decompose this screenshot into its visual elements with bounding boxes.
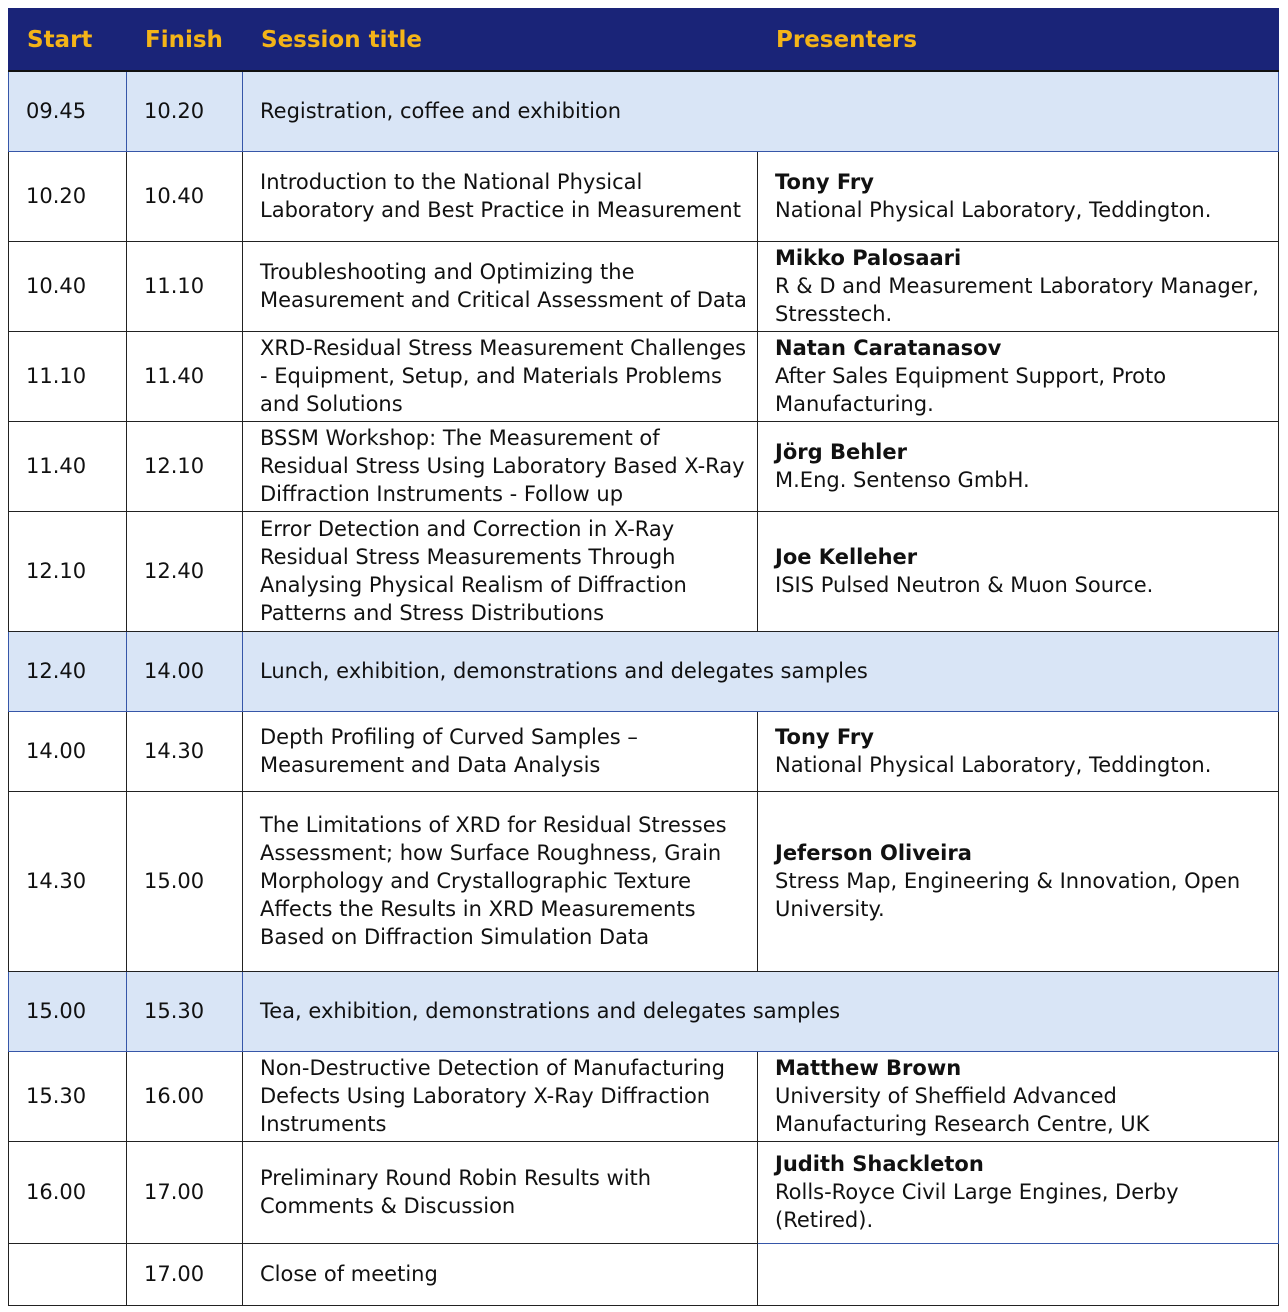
finish-time: 14.30 bbox=[127, 711, 243, 791]
presenter-name: Jörg Behler bbox=[775, 440, 907, 464]
finish-time: 12.10 bbox=[127, 421, 243, 511]
start-time: 14.30 bbox=[9, 791, 127, 971]
presenter bbox=[758, 331, 1279, 421]
session-title: XRD-Residual Stress Measurement Challenges - Equipment, Setup, and Materials Problems and Solutions bbox=[243, 331, 758, 421]
presenter-name: Tony Fry bbox=[775, 170, 874, 194]
session-title: BSSM Workshop: The Measurement of Residual Stress Using Laboratory Based X-Ray Diffraction Instruments - Follow up bbox=[243, 421, 758, 511]
presenter-name: Tony Fry bbox=[775, 725, 874, 749]
session-title: Non-Destructive Detection of Manufacturing Defects Using Laboratory X-Ray Diffraction Instruments bbox=[243, 1051, 758, 1141]
finish-time: 17.00 bbox=[127, 1141, 243, 1243]
finish-time: 14.00 bbox=[127, 631, 243, 711]
finish-time: 10.40 bbox=[127, 151, 243, 241]
start-time: 09.45 bbox=[9, 71, 127, 151]
presenter-affiliation: National Physical Laboratory, Teddington. bbox=[775, 198, 1212, 222]
start-time bbox=[9, 1243, 127, 1305]
session-title: Depth Profiling of Curved Samples – Measurement and Data Analysis bbox=[243, 711, 758, 791]
table-row bbox=[9, 71, 1279, 151]
finish-time: 17.00 bbox=[127, 1243, 243, 1305]
presenter bbox=[758, 791, 1279, 971]
session-title: Error Detection and Correction in X-Ray Residual Stress Measurements Through Analysing Physical Realism of Diffraction Patterns and Stress Distributions bbox=[243, 511, 758, 631]
table-row bbox=[9, 331, 1279, 421]
session-title: Registration, coffee and exhibition bbox=[243, 71, 1279, 151]
header-finish: Finish bbox=[127, 9, 243, 72]
start-time: 15.00 bbox=[9, 971, 127, 1051]
presenter-name: Jeferson Oliveira bbox=[775, 841, 972, 865]
presenter-affiliation: National Physical Laboratory, Teddington. bbox=[775, 753, 1212, 777]
finish-time: 15.00 bbox=[127, 791, 243, 971]
session-title: Tea, exhibition, demonstrations and delegates samples bbox=[243, 971, 1279, 1051]
start-time: 11.40 bbox=[9, 421, 127, 511]
header-session-title: Session title bbox=[243, 9, 758, 72]
table-row bbox=[9, 1243, 1279, 1305]
presenter bbox=[758, 1243, 1279, 1305]
session-title: Preliminary Round Robin Results with Comments & Discussion bbox=[243, 1141, 758, 1243]
presenter bbox=[758, 511, 1279, 631]
table-row bbox=[9, 1141, 1279, 1243]
finish-time: 11.40 bbox=[127, 331, 243, 421]
finish-time: 15.30 bbox=[127, 971, 243, 1051]
start-time: 10.40 bbox=[9, 241, 127, 331]
presenter-affiliation: University of Sheffield Advanced Manufacturing Research Centre, UK bbox=[775, 1084, 1150, 1136]
presenter-name: Matthew Brown bbox=[775, 1056, 962, 1080]
table-row bbox=[9, 1051, 1279, 1141]
table-row bbox=[9, 791, 1279, 971]
presenter-affiliation: Rolls-Royce Civil Large Engines, Derby (Retired). bbox=[775, 1180, 1179, 1232]
presenter bbox=[758, 1051, 1279, 1141]
presenter-name: Joe Kelleher bbox=[775, 545, 918, 569]
presenter bbox=[758, 421, 1279, 511]
table-row bbox=[9, 151, 1279, 241]
presenter bbox=[758, 1141, 1279, 1243]
start-time: 15.30 bbox=[9, 1051, 127, 1141]
table-row bbox=[9, 421, 1279, 511]
session-title: The Limitations of XRD for Residual Stresses Assessment; how Surface Roughness, Grain Morphology and Crystallographic Texture Affects the Results in XRD Measurements Based on Diffraction Simulation Data bbox=[243, 791, 758, 971]
start-time: 14.00 bbox=[9, 711, 127, 791]
presenter-affiliation: Stress Map, Engineering & Innovation, Open University. bbox=[775, 869, 1241, 921]
programme-table bbox=[8, 8, 1279, 1306]
presenter bbox=[758, 241, 1279, 331]
presenter-affiliation: ISIS Pulsed Neutron & Muon Source. bbox=[775, 573, 1154, 597]
session-title: Close of meeting bbox=[243, 1243, 758, 1305]
table-row bbox=[9, 241, 1279, 331]
finish-time: 16.00 bbox=[127, 1051, 243, 1141]
start-time: 12.40 bbox=[9, 631, 127, 711]
session-title: Lunch, exhibition, demonstrations and delegates samples bbox=[243, 631, 1279, 711]
presenter-name: Judith Shackleton bbox=[775, 1152, 984, 1176]
start-time: 10.20 bbox=[9, 151, 127, 241]
table-row bbox=[9, 711, 1279, 791]
finish-time: 10.20 bbox=[127, 71, 243, 151]
session-title: Introduction to the National Physical Laboratory and Best Practice in Measurement bbox=[243, 151, 758, 241]
presenter-name: Mikko Palosaari bbox=[775, 246, 962, 270]
presenter-name: Natan Caratanasov bbox=[775, 336, 1002, 360]
header-presenters: Presenters bbox=[758, 9, 1279, 72]
start-time: 12.10 bbox=[9, 511, 127, 631]
presenter bbox=[758, 151, 1279, 241]
session-title: Troubleshooting and Optimizing the Measurement and Critical Assessment of Data bbox=[243, 241, 758, 331]
header-start: Start bbox=[9, 9, 127, 72]
finish-time: 11.10 bbox=[127, 241, 243, 331]
start-time: 11.10 bbox=[9, 331, 127, 421]
presenter-affiliation: M.Eng. Sentenso GmbH. bbox=[775, 468, 1030, 492]
table-row bbox=[9, 631, 1279, 711]
presenter-affiliation: After Sales Equipment Support, Proto Manufacturing. bbox=[775, 364, 1167, 416]
header-row bbox=[9, 9, 1279, 72]
presenter-affiliation: R & D and Measurement Laboratory Manager, Stresstech. bbox=[775, 274, 1259, 326]
finish-time: 12.40 bbox=[127, 511, 243, 631]
table-row bbox=[9, 511, 1279, 631]
presenter bbox=[758, 711, 1279, 791]
start-time: 16.00 bbox=[9, 1141, 127, 1243]
table-row bbox=[9, 971, 1279, 1051]
